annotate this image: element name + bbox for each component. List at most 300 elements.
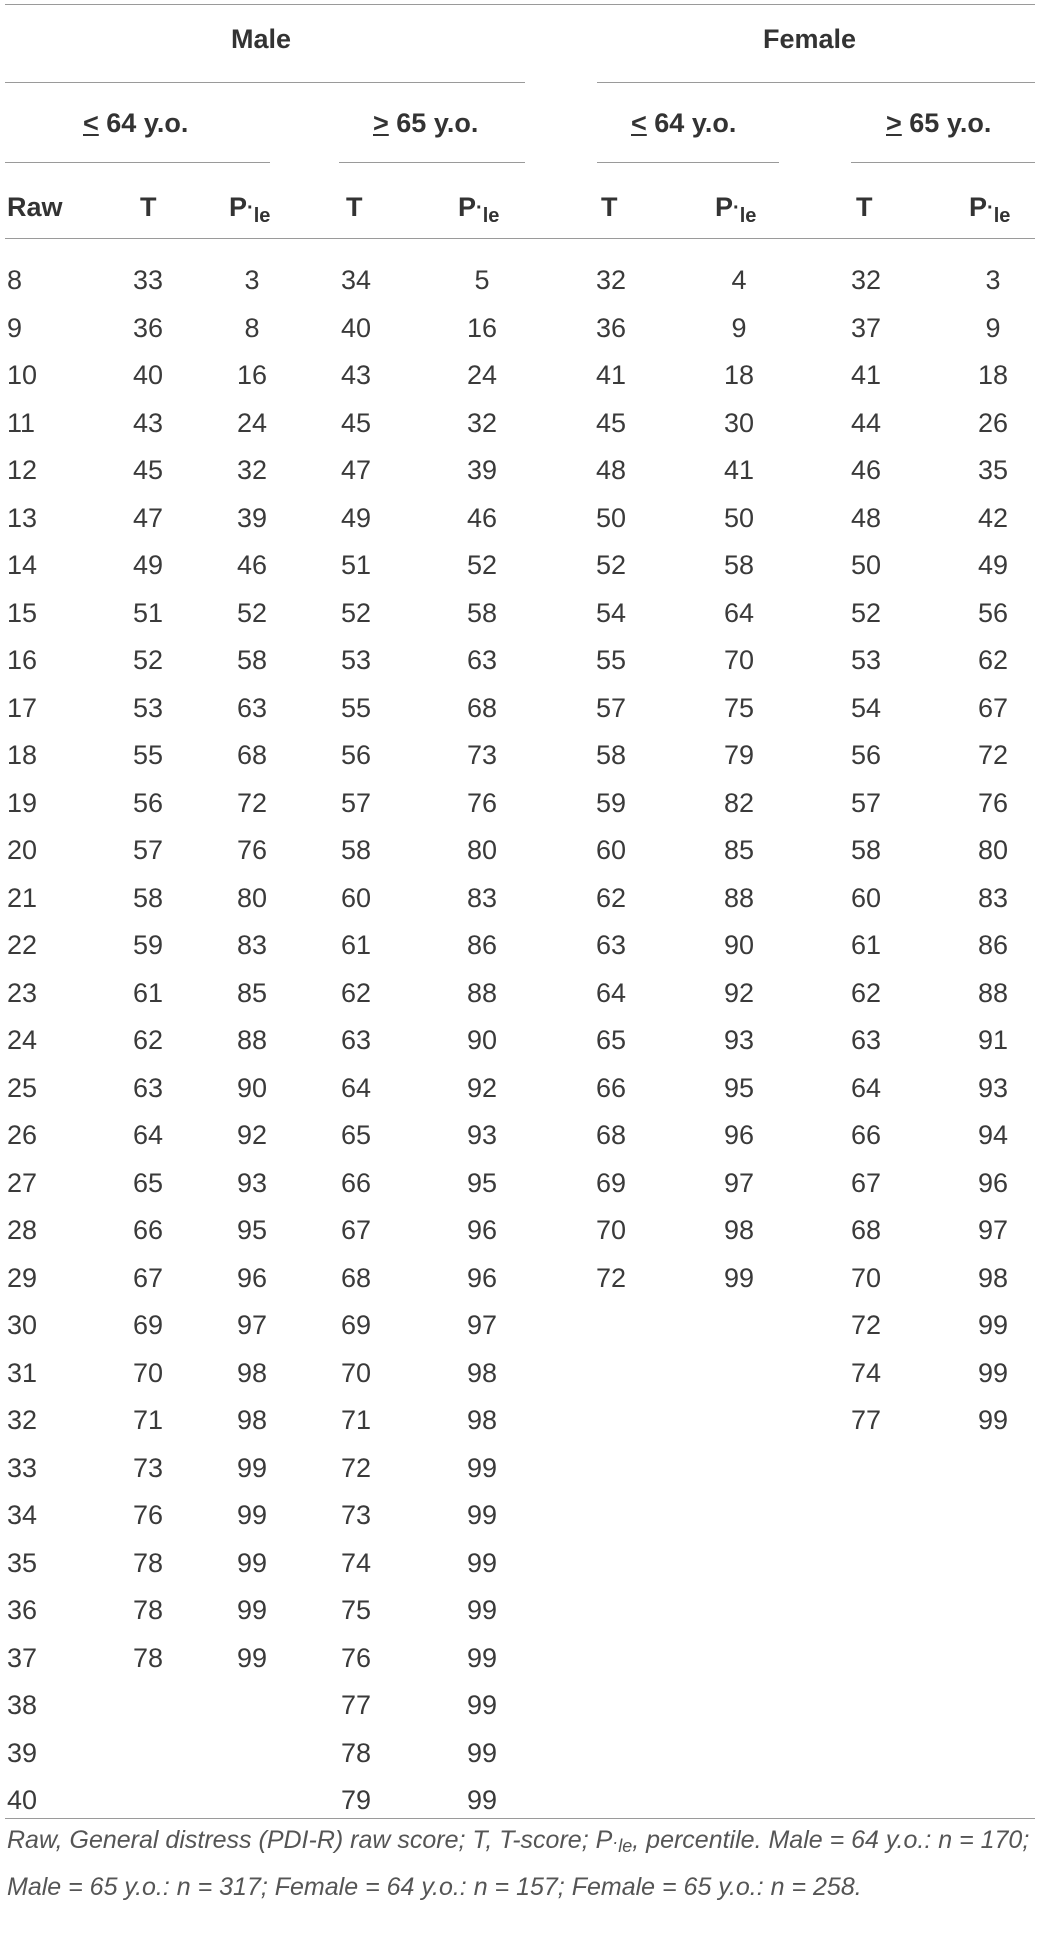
male-over-t-cell: 63 [341,1025,372,1055]
table-row [0,1160,1040,1208]
male-over-t-cell: 75 [341,1595,372,1625]
female-over-p-cell: 88 [977,977,1009,1008]
raw-score-cell: 39 [7,1737,38,1768]
table-row [0,1207,1040,1255]
female-over-t-cell: 77 [851,1405,882,1435]
female-over-p-cell: 94 [977,1120,1009,1150]
female-over-p-cell: 97 [977,1215,1009,1245]
male-under-p-cell: 90 [236,1072,268,1103]
table-row [0,1302,1040,1350]
footnote-part1: Raw, General distress (PDI-R) raw score; T, T-score; P [7,1826,613,1854]
female-under-p-cell: 50 [723,502,755,533]
male-under-t-cell: 36 [132,312,164,343]
male-under-t-cell: 49 [132,550,164,580]
female-under-t-cell: 52 [596,550,627,580]
col-header-t: T [601,192,618,222]
male-under-p-cell: 99 [236,1500,268,1530]
male-over-p-cell: 96 [466,1215,498,1245]
male-under-t-cell: 63 [132,1072,164,1103]
male-under-t-cell: 71 [132,1405,164,1435]
female-under-t-cell: 65 [596,1025,627,1055]
raw-score-cell: 33 [7,1452,38,1483]
p-letter: P [969,192,988,222]
female-under-p-cell: 30 [723,407,755,438]
male-under-p-cell: 39 [236,502,268,533]
p-dot: · [987,197,994,219]
female-over-p-cell: 91 [977,1025,1009,1055]
male-over-t-cell: 58 [341,835,372,865]
female-over-65-header [886,108,991,139]
female-over-p-cell: 62 [977,645,1009,675]
male-over-p-cell: 96 [466,1262,498,1293]
male-under-t-cell: 62 [132,1025,164,1055]
male-under-t-cell: 57 [132,835,164,865]
footnote-p-sub: le [618,1836,633,1856]
raw-score-cell: 10 [7,360,38,390]
raw-score-cell: 12 [7,455,38,485]
male-over-p-cell: 86 [466,930,498,960]
p-letter: P [715,192,734,222]
table-row [0,1540,1040,1588]
female-over-t-cell: 32 [851,265,882,295]
male-under-p-cell: 58 [236,645,268,675]
female-under-p-cell: 18 [723,360,755,390]
male-under-t-cell: 66 [132,1215,164,1245]
raw-score-cell: 21 [7,882,38,913]
male-group-rule [5,82,525,83]
age-under-label: 64 y.o. [646,108,737,138]
female-under-p-cell: 41 [723,455,755,485]
raw-score-cell: 30 [7,1310,38,1340]
female-under-t-cell: 55 [596,645,627,675]
male-over-t-cell: 73 [341,1500,372,1530]
raw-score-cell: 20 [7,835,38,865]
male-over-t-cell: 62 [341,977,372,1008]
female-over-t-cell: 37 [851,312,882,343]
female-over-t-cell: 57 [851,787,882,818]
female-under-p-cell: 92 [723,977,755,1008]
p-sub: le [253,205,271,227]
male-under-p-cell: 72 [236,787,268,818]
raw-score-cell: 14 [7,550,38,580]
male-under-p-cell: 88 [236,1025,268,1055]
male-over-p-cell: 63 [466,645,498,675]
table-row [0,1017,1040,1065]
male-over-p-cell: 24 [466,360,498,390]
col-header-t: T [140,192,157,222]
male-under-t-cell: 73 [132,1452,164,1483]
female-over-t-cell: 48 [851,502,882,533]
table-row [0,780,1040,828]
female-under-p-cell: 88 [723,882,755,913]
male-under-p-cell: 99 [236,1595,268,1625]
male-over-p-cell: 92 [466,1072,498,1103]
female-under-t-cell: 69 [596,1167,627,1198]
raw-score-cell: 9 [7,312,23,343]
male-over-p-cell: 58 [466,597,498,628]
male-under-t-cell: 61 [132,977,164,1008]
male-over-t-cell: 45 [341,407,372,438]
female-under-rule [597,162,779,163]
greater-equal-symbol: > [886,108,902,138]
male-over-p-cell: 99 [466,1785,498,1815]
male-under-t-cell: 51 [132,597,164,628]
female-over-p-cell: 49 [977,550,1009,580]
female-under-t-cell: 59 [596,787,627,818]
top-rule [5,4,1035,5]
raw-score-cell: 38 [7,1690,38,1720]
male-over-p-cell: 46 [466,502,498,533]
male-over-t-cell: 57 [341,787,372,818]
female-under-t-cell: 64 [596,977,627,1008]
female-over-t-cell: 61 [851,930,882,960]
female-under-p-cell: 99 [723,1262,755,1293]
male-under-p-cell: 52 [236,597,268,628]
female-over-t-cell: 68 [851,1215,882,1245]
age-under-label: 64 y.o. [98,108,189,138]
female-over-t-cell: 53 [851,645,882,675]
male-under-t-cell: 43 [132,407,164,438]
male-over-p-cell: 97 [466,1310,498,1340]
table-row [0,1682,1040,1730]
male-group-header: Male [231,24,292,54]
male-under-t-cell: 78 [132,1642,164,1673]
female-over-p-cell: 42 [977,502,1009,533]
male-under-p-cell: 80 [236,882,268,913]
female-under-t-cell: 36 [596,312,627,343]
female-under-t-cell: 57 [596,692,627,723]
male-over-t-cell: 74 [341,1547,372,1578]
male-over-t-cell: 61 [341,930,372,960]
male-under-t-cell: 45 [132,455,164,485]
p-sub: le [739,205,757,227]
raw-score-cell: 18 [7,740,38,770]
table-row [0,922,1040,970]
male-over-t-cell: 66 [341,1167,372,1198]
male-over-t-cell: 55 [341,692,372,723]
female-under-t-cell: 48 [596,455,627,485]
less-equal-symbol: < [83,108,99,138]
female-under-t-cell: 41 [596,360,627,390]
male-under-p-cell: 92 [236,1120,268,1150]
col-header-percentile [458,192,499,228]
male-over-p-cell: 98 [466,1405,498,1435]
table-row [0,1065,1040,1113]
female-under-p-cell: 79 [723,740,755,770]
table-row [0,305,1040,353]
male-over-p-cell: 88 [466,977,498,1008]
male-over-p-cell: 99 [466,1642,498,1673]
female-over-p-cell: 99 [977,1310,1009,1340]
female-under-p-cell: 97 [723,1167,755,1198]
raw-score-cell: 31 [7,1357,38,1388]
female-over-p-cell: 35 [977,455,1009,485]
female-over-p-cell: 72 [977,740,1009,770]
male-under-p-cell: 3 [244,265,260,295]
male-under-t-cell: 40 [132,360,164,390]
table-row [0,1445,1040,1493]
table-row [0,1587,1040,1635]
male-over-t-cell: 68 [341,1262,372,1293]
table-row [0,1777,1040,1825]
female-over-p-cell: 56 [977,597,1009,628]
col-header-raw: Raw [7,192,63,222]
male-under-p-cell: 99 [236,1452,268,1483]
male-under-p-cell: 8 [244,312,260,343]
female-over-t-cell: 54 [851,692,882,723]
less-equal-symbol: < [631,108,647,138]
female-under-p-cell: 58 [723,550,755,580]
table-row [0,1397,1040,1445]
female-over-t-cell: 41 [851,360,882,390]
greater-equal-symbol: > [373,108,389,138]
table-row [0,970,1040,1018]
male-over-p-cell: 73 [466,740,498,770]
col-header-percentile [715,192,756,228]
p-dot: · [247,197,254,219]
male-under-p-cell: 76 [236,835,268,865]
male-under-t-cell: 70 [132,1357,164,1388]
raw-score-cell: 29 [7,1262,38,1293]
female-over-p-cell: 26 [977,407,1009,438]
table-row [0,1350,1040,1398]
male-over-p-cell: 99 [466,1690,498,1720]
table-row [0,590,1040,638]
raw-score-cell: 34 [7,1500,38,1530]
table-row [0,1255,1040,1303]
male-under-p-cell: 99 [236,1547,268,1578]
raw-score-cell: 35 [7,1547,38,1578]
raw-score-cell: 37 [7,1642,38,1673]
female-over-t-cell: 58 [851,835,882,865]
male-over-p-cell: 98 [466,1357,498,1388]
male-over-t-cell: 64 [341,1072,372,1103]
male-under-t-cell: 76 [132,1500,164,1530]
male-under-p-cell: 97 [236,1310,268,1340]
raw-score-cell: 25 [7,1072,38,1103]
female-under-p-cell: 82 [723,787,755,818]
female-over-t-cell: 50 [851,550,882,580]
female-group-rule [597,82,1035,83]
male-over-p-cell: 68 [466,692,498,723]
raw-score-cell: 24 [7,1025,38,1055]
male-over-t-cell: 47 [341,455,372,485]
male-over-p-cell: 32 [466,407,498,438]
table-row [0,685,1040,733]
female-over-p-cell: 67 [977,692,1009,723]
female-under-t-cell: 60 [596,835,627,865]
raw-score-cell: 8 [7,265,23,295]
male-over-p-cell: 99 [466,1595,498,1625]
p-letter: P [458,192,477,222]
col-header-percentile [229,192,270,228]
age-over-label: 65 y.o. [901,108,992,138]
male-under-t-cell: 47 [132,502,164,533]
female-under-t-cell: 70 [596,1215,627,1245]
male-under-t-cell: 78 [132,1595,164,1625]
female-under-t-cell: 68 [596,1120,627,1150]
raw-score-cell: 32 [7,1405,38,1435]
table-row [0,542,1040,590]
female-under-p-cell: 85 [723,835,755,865]
raw-score-cell: 17 [7,692,38,723]
male-over-t-cell: 78 [341,1737,372,1768]
male-under-t-cell: 52 [132,645,164,675]
p-sub: le [993,205,1011,227]
male-under-t-cell: 78 [132,1547,164,1578]
male-over-t-cell: 34 [341,265,372,295]
table-row [0,257,1040,305]
female-over-p-cell: 98 [977,1262,1009,1293]
raw-score-cell: 13 [7,502,38,533]
table-row [0,875,1040,923]
male-over-p-cell: 5 [474,265,490,295]
raw-score-cell: 15 [7,597,38,628]
female-under-t-cell: 32 [596,265,627,295]
female-over-p-cell: 99 [977,1357,1009,1388]
female-under-p-cell: 70 [723,645,755,675]
female-under-t-cell: 72 [596,1262,627,1293]
raw-score-cell: 23 [7,977,38,1008]
female-over-t-cell: 67 [851,1167,882,1198]
female-over-p-cell: 93 [977,1072,1009,1103]
male-under-t-cell: 69 [132,1310,164,1340]
male-over-p-cell: 93 [466,1120,498,1150]
male-over-65-header [373,108,478,139]
male-under-p-cell: 63 [236,692,268,723]
p-sub: le [482,205,500,227]
male-over-p-cell: 99 [466,1737,498,1768]
male-under-t-cell: 33 [132,265,164,295]
raw-score-cell: 26 [7,1120,38,1150]
male-over-p-cell: 99 [466,1452,498,1483]
male-over-t-cell: 56 [341,740,372,770]
male-over-p-cell: 16 [466,312,498,343]
table-row [0,1112,1040,1160]
table-row [0,637,1040,685]
raw-score-cell: 22 [7,930,38,960]
male-over-t-cell: 53 [341,645,372,675]
male-over-t-cell: 79 [341,1785,372,1815]
female-under-p-cell: 95 [723,1072,755,1103]
male-under-p-cell: 95 [236,1215,268,1245]
male-under-p-cell: 16 [236,360,268,390]
table-row [0,1730,1040,1778]
raw-score-cell: 40 [7,1785,38,1815]
male-under-p-cell: 32 [236,455,268,485]
male-under-t-cell: 58 [132,882,164,913]
male-under-p-cell: 24 [236,407,268,438]
female-over-t-cell: 60 [851,882,882,913]
male-over-p-cell: 90 [466,1025,498,1055]
female-under-t-cell: 58 [596,740,627,770]
raw-score-cell: 28 [7,1215,38,1245]
footnote-part2: , percentile. Male = 64 y.o.: n = 170; Male = 65 y.o.: n = 317; Female = 64 y.o.: n = 157; Female = 65 y.o.: n = 258. [7,1826,1030,1901]
female-over-p-cell: 9 [985,312,1001,343]
male-over-t-cell: 49 [341,502,372,533]
female-over-t-cell: 70 [851,1262,882,1293]
female-over-p-cell: 96 [977,1167,1009,1198]
male-under-t-cell: 65 [132,1167,164,1198]
male-over-t-cell: 72 [341,1452,372,1483]
male-over-t-cell: 60 [341,882,372,913]
male-under-t-cell: 55 [132,740,164,770]
raw-score-cell: 36 [7,1595,38,1625]
col-header-t: T [346,192,363,222]
male-over-t-cell: 70 [341,1357,372,1388]
male-under-t-cell: 59 [132,930,164,960]
female-over-t-cell: 62 [851,977,882,1008]
male-over-t-cell: 67 [341,1215,372,1245]
male-under-p-cell: 98 [236,1357,268,1388]
male-over-t-cell: 71 [341,1405,372,1435]
female-under-t-cell: 66 [596,1072,627,1103]
table-row [0,447,1040,495]
female-under-p-cell: 64 [723,597,755,628]
raw-score-cell: 11 [7,407,36,438]
header-bottom-rule [5,238,1035,239]
raw-score-cell: 16 [7,645,38,675]
male-over-p-cell: 76 [466,787,498,818]
female-under-t-cell: 50 [596,502,627,533]
male-over-t-cell: 76 [341,1642,372,1673]
female-over-t-cell: 63 [851,1025,882,1055]
female-over-t-cell: 46 [851,455,882,485]
female-over-p-cell: 3 [985,265,1001,295]
col-header-percentile [969,192,1010,228]
male-under-p-cell: 85 [236,977,268,1008]
male-under-p-cell: 46 [236,550,268,580]
female-over-t-cell: 52 [851,597,882,628]
female-under-p-cell: 98 [723,1215,755,1245]
male-under-t-cell: 53 [132,692,164,723]
female-over-p-cell: 18 [977,360,1009,390]
male-over-p-cell: 39 [466,455,498,485]
male-under-p-cell: 93 [236,1167,268,1198]
female-over-p-cell: 76 [977,787,1009,818]
male-under-p-cell: 68 [236,740,268,770]
female-under-p-cell: 9 [731,312,747,343]
p-letter: P [229,192,248,222]
female-over-t-cell: 56 [851,740,882,770]
raw-score-cell: 19 [7,787,38,818]
female-under-64-header [631,108,736,139]
female-under-t-cell: 45 [596,407,627,438]
male-over-t-cell: 69 [341,1310,372,1340]
male-under-p-cell: 83 [236,930,268,960]
female-over-t-cell: 72 [851,1310,882,1340]
female-under-t-cell: 54 [596,597,627,628]
p-dot: · [476,197,483,219]
footnote-p-dot: · [612,1832,619,1852]
female-under-p-cell: 96 [723,1120,755,1150]
table-row [0,352,1040,400]
male-over-rule [339,162,525,163]
male-over-p-cell: 83 [466,882,498,913]
male-under-t-cell: 64 [132,1120,164,1150]
male-over-t-cell: 65 [341,1120,372,1150]
table-row [0,1635,1040,1683]
female-over-t-cell: 44 [851,407,882,438]
table-row [0,732,1040,780]
table-footnote [7,1820,1032,1908]
female-group-header: Female [763,24,857,54]
female-over-t-cell: 66 [851,1120,882,1150]
raw-score-cell: 27 [7,1167,38,1198]
female-over-t-cell: 64 [851,1072,882,1103]
female-under-p-cell: 93 [723,1025,755,1055]
table-body [0,257,1040,1825]
